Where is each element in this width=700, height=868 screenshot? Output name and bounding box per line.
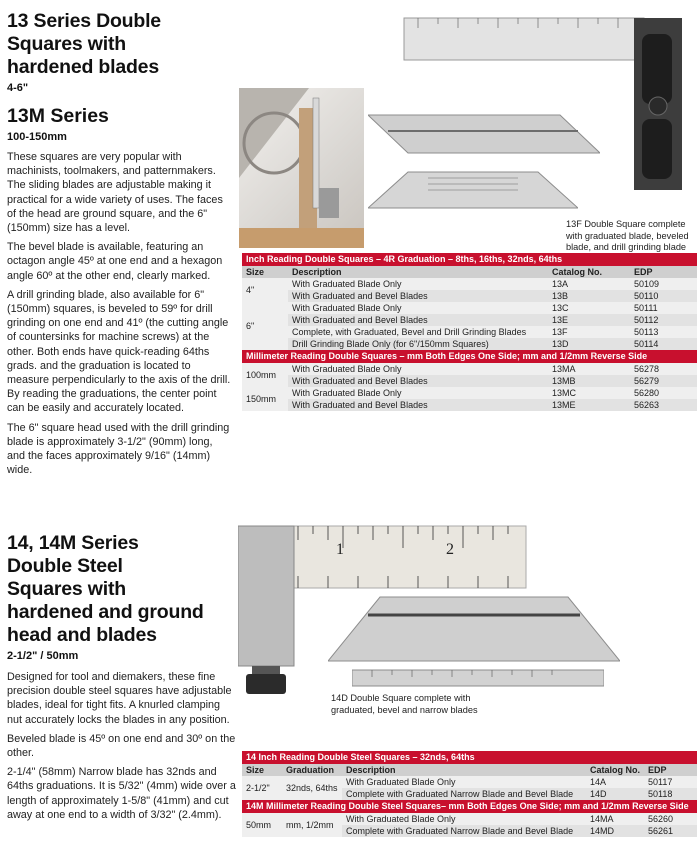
narrow-blade-photo (352, 668, 604, 688)
table-row: With Graduated and Bevel Blades 13B 50110 (242, 290, 697, 302)
table-row: Complete with Graduated Narrow Blade and Bevel Blade 14D 50118 (242, 788, 697, 800)
table-inch-14-title: 14 Inch Reading Double Steel Squares – 32nds, 64ths (242, 751, 697, 764)
table-mm-14-grid (242, 813, 697, 837)
double-square-13f-photo (398, 14, 688, 192)
saw-setup-photo (239, 88, 364, 248)
table-row: 2-1/2" 32nds, 64ths With Graduated Blade Only 14A 50117 (242, 776, 697, 788)
table-row: With Graduated and Bevel Blades 13E 50112 (242, 314, 697, 326)
section1-text (7, 10, 232, 482)
bevel-blade-photo (368, 113, 600, 158)
section1-size-range: 4-6" (7, 82, 29, 94)
header-description: Description (342, 764, 586, 776)
table-row: 100mm With Graduated Blade Only 13MA 56278 (242, 363, 697, 375)
header-size: Size (242, 764, 282, 776)
section1-title: 13 Series Double Squares with hardened blades (7, 10, 161, 78)
header-graduation: Graduation (282, 764, 342, 776)
bevel-blade-illustration (368, 113, 600, 158)
header-edp: EDP (644, 764, 697, 776)
table-mm-13-title: Millimeter Reading Double Squares – mm Both Edges One Side; mm and 1/2mm Reverse Side (242, 350, 697, 363)
graduation-cell: 32nds, 64ths (282, 776, 342, 800)
table-mm-14-title: 14M Millimeter Reading Double Steel Squares– mm Both Edges One Side; mm and 1/2mm Reverse Side (242, 800, 697, 813)
table-row: With Graduated and Bevel Blades 13MB 56279 (242, 375, 697, 387)
bevel-blade-14-illustration (328, 593, 620, 665)
header-catalog: Catalog No. (548, 266, 630, 278)
table-mm-13-grid (242, 363, 697, 411)
ruler-label-1: 1 (336, 541, 344, 558)
drill-grinding-blade-illustration (368, 168, 578, 212)
size-cell: 4" (242, 278, 288, 302)
table-inch-14-grid (242, 764, 697, 800)
section1-metric-range: 100-150mm (7, 131, 67, 143)
section1-description: These squares are very popular with machinists, toolmakers, and patternmakers. The sliding blades are adjustable making it practical for a wide variety of uses. The faces of the head are ground square, and the 6" (150mm) size has a level. The bevel blade is available, featuring an octagon angle 45º at one end and a hexagon angle 60º at the other end, clearly marked. A drill grinding blade, also available for 6" (150mm) squares, is beveled to 59º for drill grinding on one end and 41º (the cutting angle of countersinks for machine screws) at the other. Both ends have quick-reading 64ths grads. and the graduation is located to measure perpendicularly to the axis of the drill. By reading the graduations, the center point can be easily and accurately located. The 6" square head used with the drill grinding blade is approximately 3-1/2" (90mm) long, and the faces approximately 9/16" (14mm) wide. (7, 151, 231, 477)
graduation-cell: mm, 1/2mm (282, 813, 342, 837)
header-edp: EDP (630, 266, 697, 278)
drill-grinding-blade-photo (368, 168, 578, 212)
table-row: With Graduated and Bevel Blades 13ME 56263 (242, 399, 697, 411)
section2-caption: 14D Double Square complete with graduated, bevel and narrow blades (331, 693, 478, 715)
size-cell: 150mm (242, 387, 288, 411)
table-row: 4" With Graduated Blade Only 13A 50109 (242, 278, 697, 290)
size-cell: 100mm (242, 363, 288, 387)
size-cell: 2-1/2" (242, 776, 282, 800)
table-row: Complete, with Graduated, Bevel and Drill Grinding Blades 13F 50113 (242, 326, 697, 338)
header-catalog: Catalog No. (586, 764, 644, 776)
header-size: Size (242, 266, 288, 278)
table-inch-13-grid (242, 266, 697, 350)
double-square-13f-illustration (398, 14, 688, 192)
table-row: Complete with Graduated Narrow Blade and Bevel Blade 14MD 56261 (242, 825, 697, 837)
ruler-label-2: 2 (446, 541, 454, 558)
section2-title: 14, 14M Series Double Steel Squares with hardened and ground head and blades (7, 532, 204, 646)
table-row: 50mm mm, 1/2mm With Graduated Blade Only 14MA 56260 (242, 813, 697, 825)
bevel-blade-14-photo (328, 593, 620, 665)
table-header-row (242, 266, 697, 278)
size-cell: 50mm (242, 813, 282, 837)
section2-size-range: 2-1/2" / 50mm (7, 650, 79, 662)
table-inch-14 (242, 751, 697, 837)
size-cell: 6" (242, 302, 288, 350)
header-description: Description (288, 266, 548, 278)
section2-text (7, 532, 237, 827)
narrow-blade-illustration (352, 668, 604, 688)
table-header-row (242, 764, 697, 776)
section1-metric-title: 13M Series (7, 105, 109, 127)
table-row: 6" With Graduated Blade Only 13C 50111 (242, 302, 697, 314)
table-inch-13 (242, 253, 697, 411)
section1-caption: 13F Double Square complete with graduated blade, beveled blade, and drill grinding blade (566, 219, 689, 252)
section2-description: Designed for tool and diemakers, these fine precision double steel squares have adjustable blades, ideal for tight fits. A knurled clamping nut accurately locks the blades in any position. Beveled blade is 45º on one end and 30º on the other. 2-1/4" (58mm) Narrow blade has 32nds and 64ths graduations. It is 5/32" (4mm) wide over a length of approximately 1-5/8" (41mm) and cut away at one end to a width of 3/32" (2.4mm). (7, 671, 236, 821)
table-row: 150mm With Graduated Blade Only 13MC 56280 (242, 387, 697, 399)
table-inch-13-title: Inch Reading Double Squares – 4R Graduation – 8ths, 16ths, 32nds, 64ths (242, 253, 697, 266)
saw-setup-illustration (239, 88, 364, 248)
table-row: Drill Grinding Blade Only (for 6"/150mm Squares) 13D 50114 (242, 338, 697, 350)
